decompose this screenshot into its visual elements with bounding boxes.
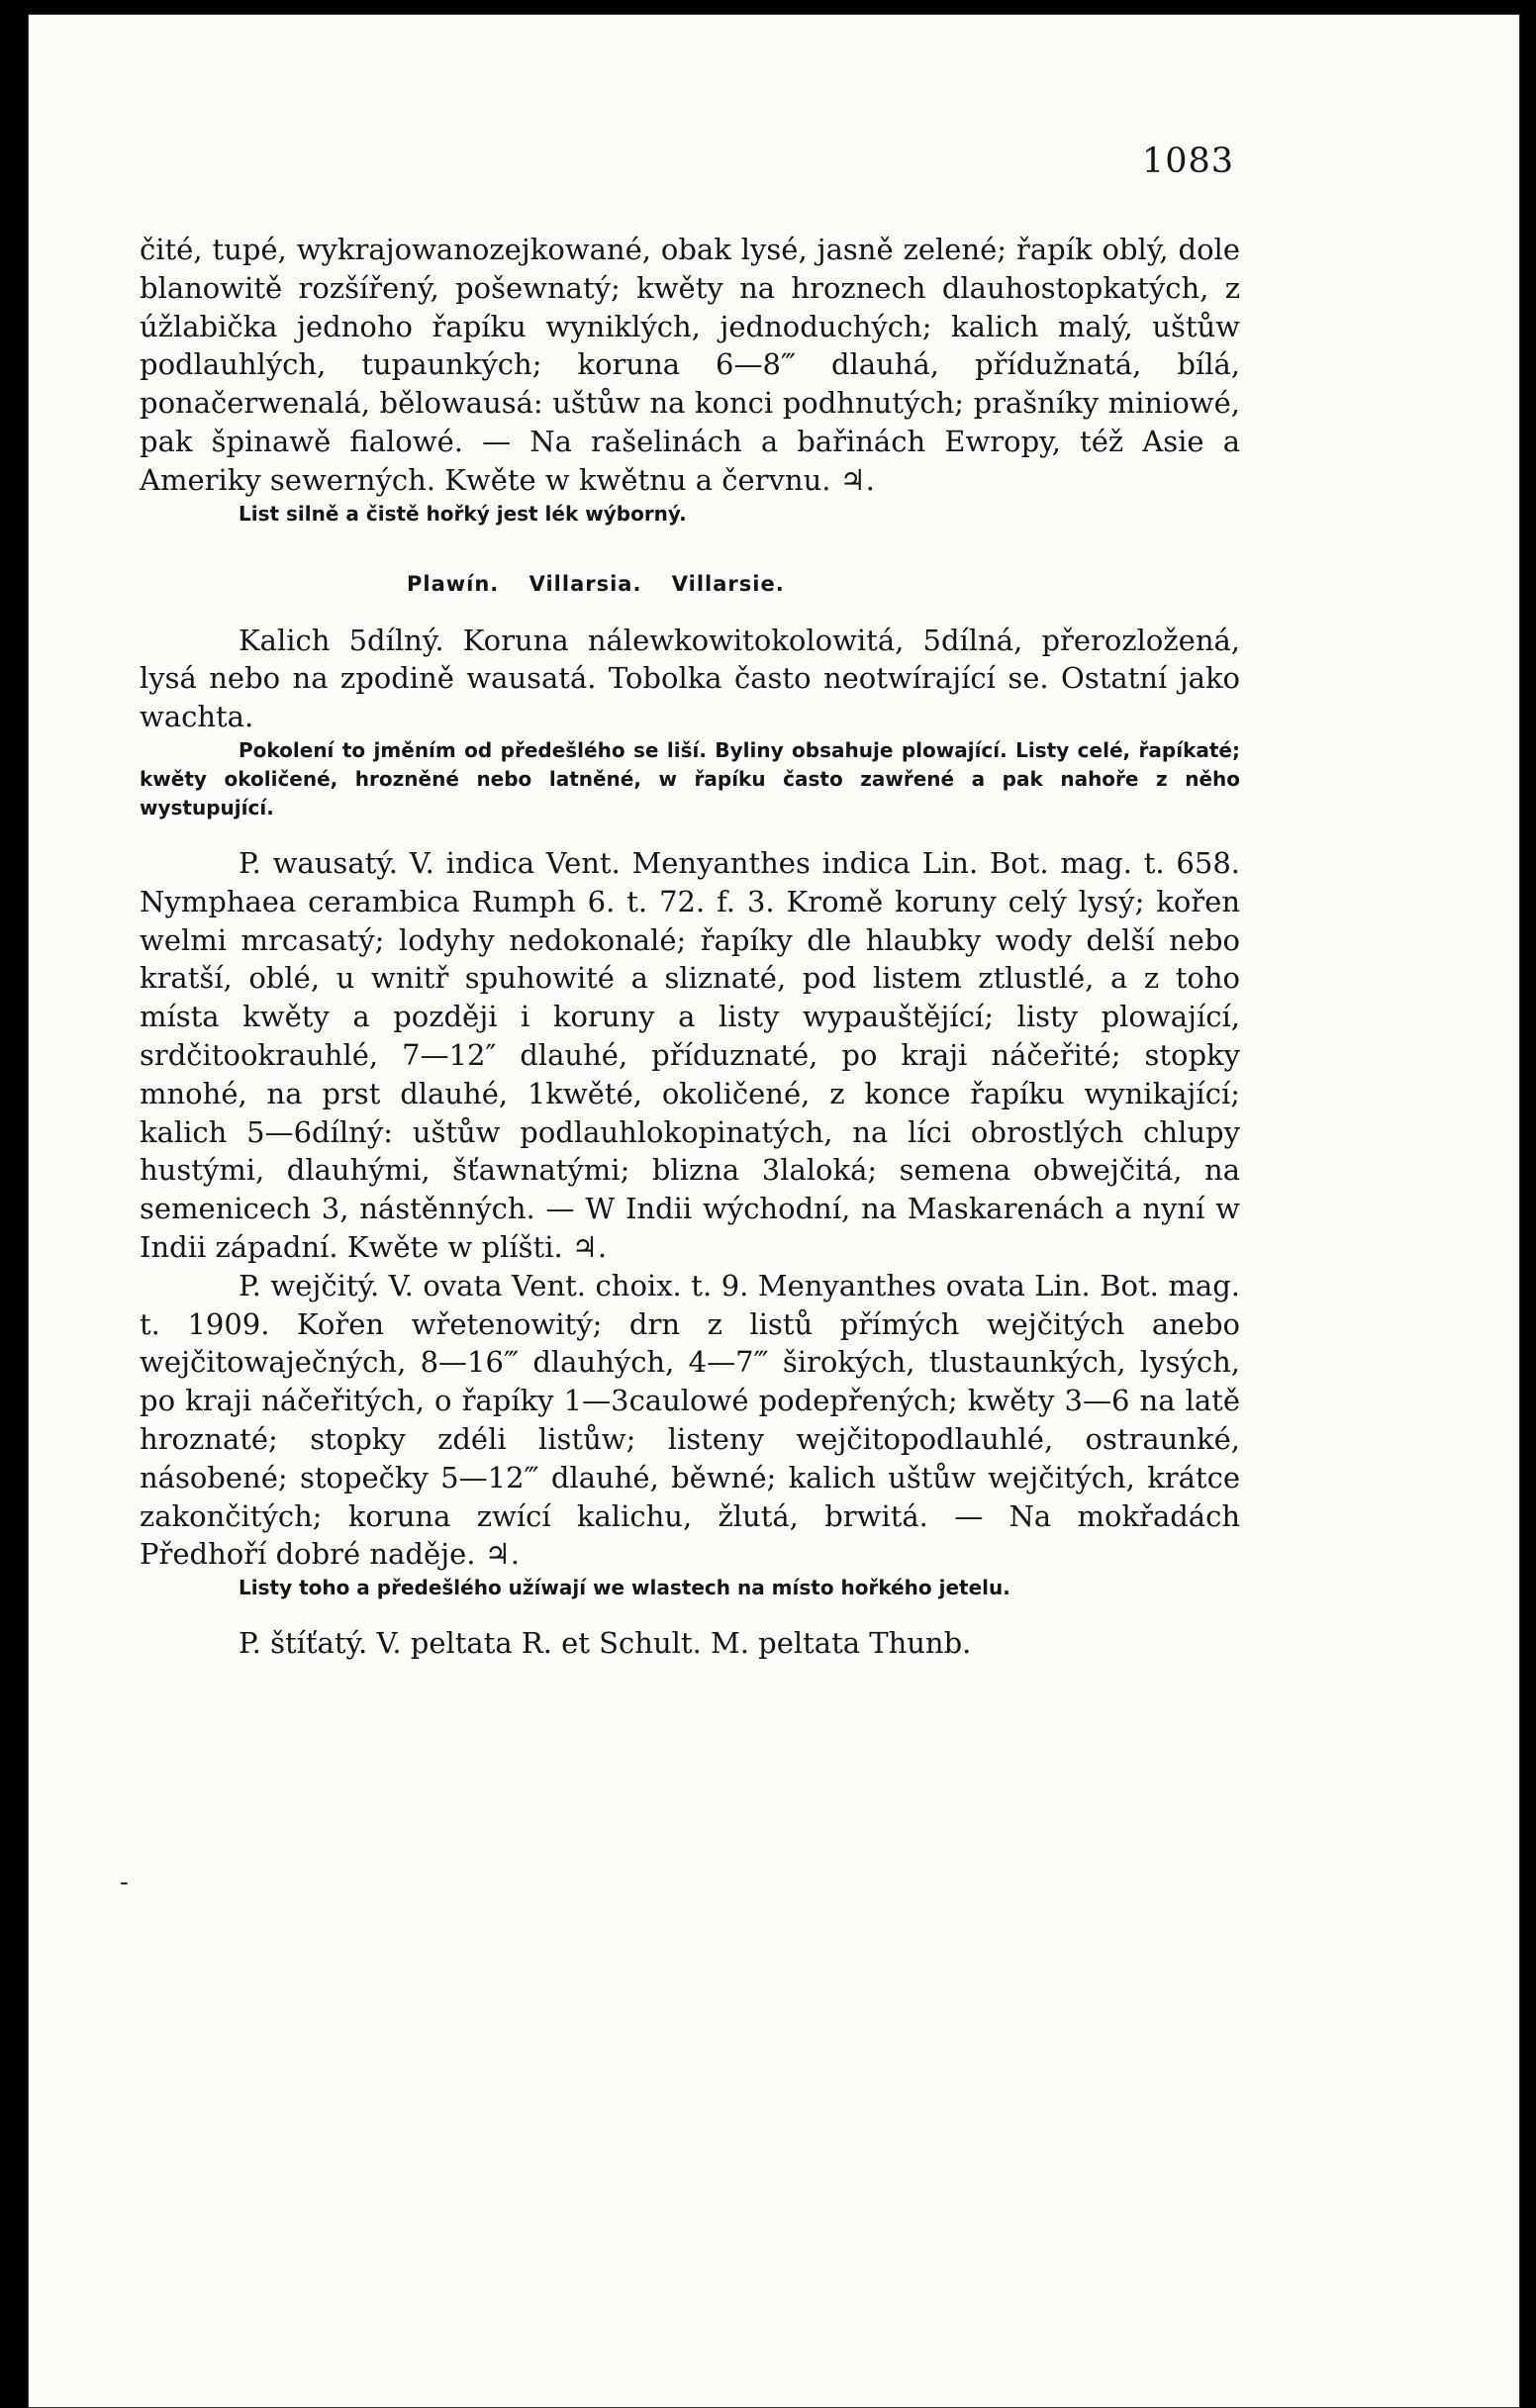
species-indica: P. wausatý. V. indica Vent. Menyanthes indica Lin. Bot. mag. t. 658. Nymphaea cerambica Rumph 6. t. 72. f. 3. Kromě koruny celý lysý; kořen welmi mrcasatý; lodyhy nedokonalé; řapíky dle hlaubky wody delší nebo kratší, oblé, u wnitř spuhowité a sliznaté, pod listem ztlustlé, a z toho místa kwěty a později i koruny a listy wypauštějící; listy plowající, srdčitookrauhlé, 7—12″ dlauhé, příduznaté, po kraji náčeřité; stopky mnohé, na prst dlauhé, 1kwěté, okoličené, z konce řapíku wynikající; kalich 5—6dílný: uštůw podlauhlokopinatých, na líci obrostlých chlupy hustými, dlauhými, šťawnatými; blizna 3laloká; semena obwejčitá, na semenicech 3, nástěnných. — W Indii wýchodní, na Maskarenách a nyní w Indii západní. Kwěte w plíšti. ♃.	[140, 845, 1240, 1264]
note-genus: Pokolení to jměním od předešlého se liší. Byliny obsahuje plowající. Listy celé, řapíkaté; kwěty okoličené, hrozněné nebo latněné, w řapíku často zawřené a pak nahoře z něho wystupující.	[140, 737, 1240, 819]
page-body	[140, 231, 1240, 1663]
species-peltata: P. štíťatý. V. peltata R. et Schult. M. peltata Thunb.	[239, 1626, 972, 1661]
note-bitter-leaf: List silně a čistě hořký jest lék wýborný.	[239, 501, 687, 526]
genus-heading: Plawín. Villarsia. Villarsie.	[407, 571, 785, 596]
margin-mark: -	[120, 1868, 129, 1897]
page-number: 1083	[1141, 142, 1234, 181]
paragraph-continued: čité, tupé, wykrajowanozejkowané, obak lysé, jasně zelené; řapík oblý, dole blanowitě rozšířený, pošewnatý; kwěty na hroznech dlauhostopkatých, z úžlabička jednoho řapíku wyniklých, jednoduchých; kalich malý, uštůw podlauhlých, tupaunkých; koruna 6—8‴ dlauhá, přídužnatá, bílá, ponačerwenalá, bělowausá: uštůw na konci podhnutých; prašníky miniowé, pak špinawě fialowé. — Na rašelinách a bařinách Ewropy, též Asie a Ameriky sewerných. Kwěte w kwětnu a červnu. ♃.	[140, 233, 1240, 497]
book-page	[28, 14, 1520, 2408]
genus-description: Kalich 5dílný. Koruna nálewkowitokolowitá, 5dílná, přerozložená, lysá nebo na zpodině wausatá. Tobolka často neotwírající se. Ostatní jako wachta.	[140, 623, 1240, 734]
note-usage: Listy toho a předešlého užíwají we wlastech na místo hořkého jetelu.	[239, 1576, 1010, 1600]
species-ovata: P. wejčitý. V. ovata Vent. choix. t. 9. Menyanthes ovata Lin. Bot. mag. t. 1909. Kořen wřetenowitý; drn z listů přímých wejčitých anebo wejčitowaječných, 8—16‴ dlauhých, 4—7‴ širokých, tlustaunkých, lysých, po kraji náčeřitých, o řapíky 1—3caulowé podepřených; kwěty 3—6 na latě hroznaté; stopky zdéli listůw; listeny wejčitopodlauhlé, ostraunké, násobené; stopečky 5—12‴ dlauhé, běwné; kalich uštůw wejčitých, krátce zakončitých; koruna zwící kalichu, žlutá, brwitá. — Na mokřadách Předhoří dobré naděje. ♃.	[140, 1268, 1240, 1572]
